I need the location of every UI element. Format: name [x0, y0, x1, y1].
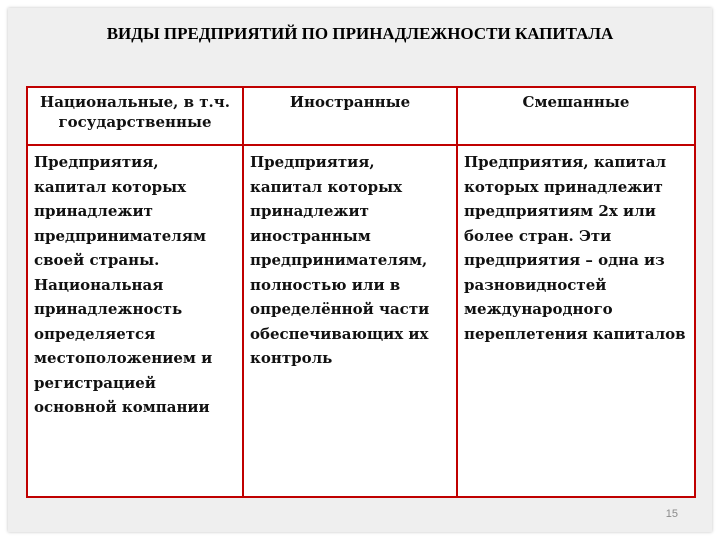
header-national: Национальные, в т.ч. государственные	[27, 87, 243, 145]
table-header-row	[27, 87, 695, 145]
cell-foreign: Предприятия, капитал которых принадлежит иностранным предпринимателям, полностью или в определённой части обеспечивающих их контроль	[243, 145, 457, 497]
header-foreign: Иностранные	[243, 87, 457, 145]
cell-mixed: Предприятия, капитал которых принадлежит предприятиям 2х или более стран. Эти предприятия – одна из разновидностей международного переплетения капиталов	[457, 145, 695, 497]
enterprise-types-table	[26, 86, 696, 498]
cell-national: Предприятия, капитал которых принадлежит предпринимателям своей страны. Национальная принадлежность определяется местоположением и регистрацией основной компании	[27, 145, 243, 497]
slide-title: ВИДЫ ПРЕДПРИЯТИЙ ПО ПРИНАДЛЕЖНОСТИ КАПИТАЛА	[106, 24, 614, 43]
page-number: 15	[665, 508, 678, 520]
header-mixed: Смешанные	[457, 87, 695, 145]
table-body-row	[27, 145, 695, 497]
